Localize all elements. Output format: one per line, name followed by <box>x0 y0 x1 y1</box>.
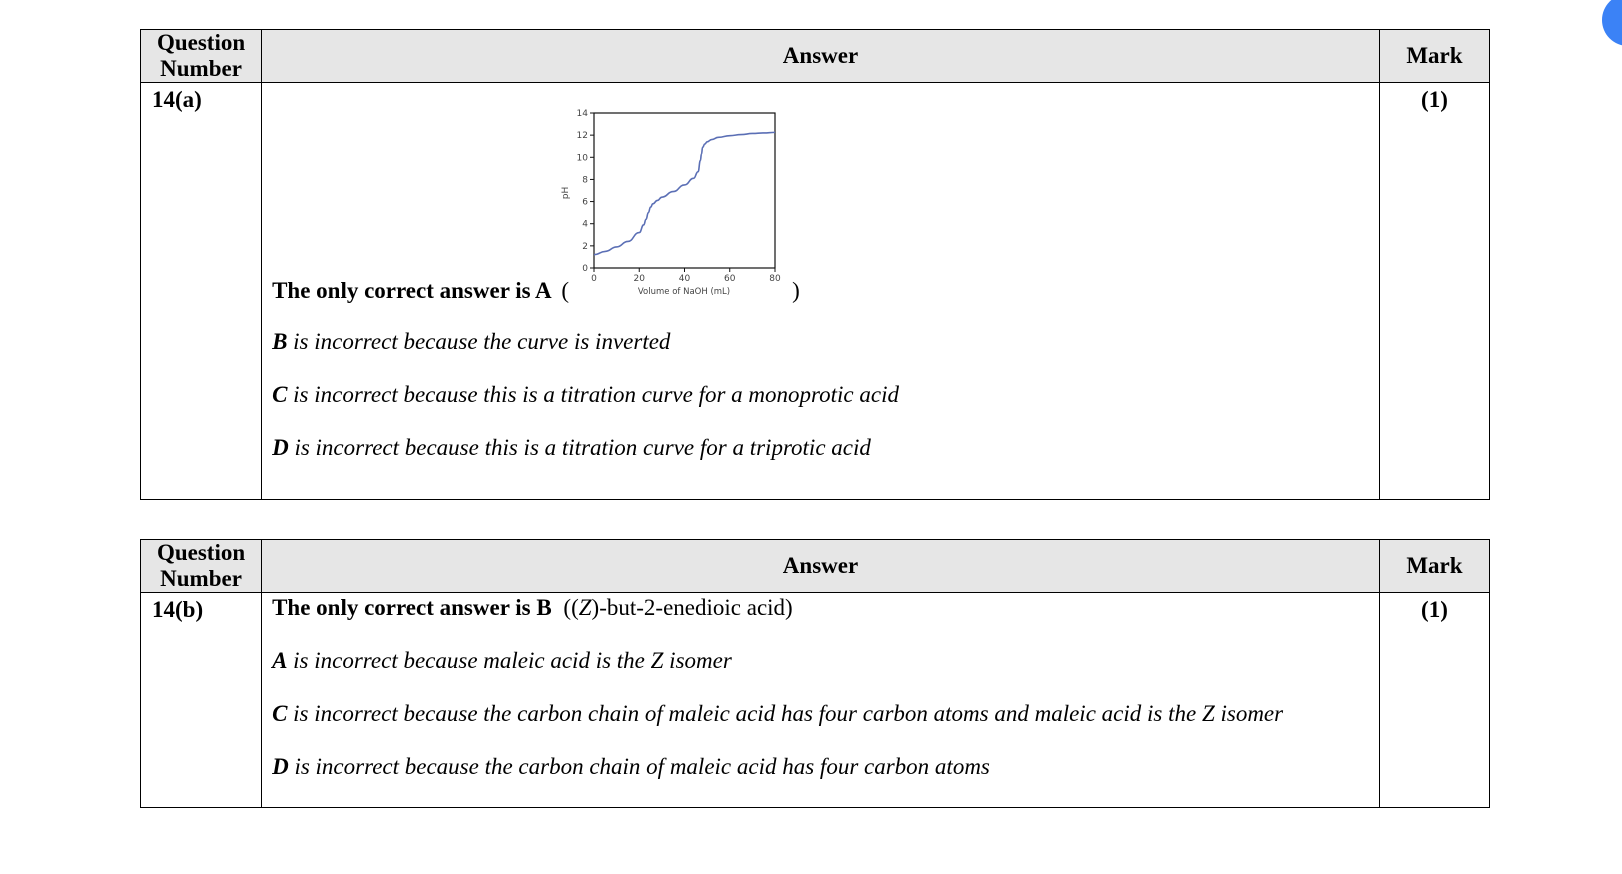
answer-cell <box>262 593 1380 808</box>
header-answer: Answer <box>262 30 1380 83</box>
y-tick-label: 10 <box>576 153 589 164</box>
header-answer: Answer <box>262 540 1380 593</box>
answer-cell <box>262 83 1380 500</box>
x-tick-label: 80 <box>769 274 781 284</box>
titration-curve-line <box>594 132 775 254</box>
y-tick-label: 0 <box>582 264 589 274</box>
open-paren: ( <box>561 278 570 303</box>
reason-a: A is incorrect because maleic acid is the Z isomer <box>272 648 732 673</box>
header-mark: Mark <box>1379 540 1489 593</box>
reason-b: B is incorrect because the curve is inverted <box>272 329 671 354</box>
y-tick-label: 8 <box>582 175 589 186</box>
header-mark: Mark <box>1379 30 1489 83</box>
y-tick-label: 6 <box>582 197 589 208</box>
y-tick-label: 12 <box>576 131 589 142</box>
header-question-number: Question Number <box>141 540 262 593</box>
header-question-number: Question Number <box>141 30 262 83</box>
question-number: 14(a) <box>141 83 262 500</box>
x-tick-label: 0 <box>591 274 597 284</box>
question-number: 14(b) <box>141 593 262 808</box>
x-tick-label: 40 <box>678 274 691 284</box>
mark-scheme-table-14b <box>140 539 1490 808</box>
correct-answer-text: The only correct answer is A <box>272 278 552 303</box>
correct-answer-text: The only correct answer is B <box>272 595 552 620</box>
y-tick-label: 14 <box>576 109 589 119</box>
mark-value: (1) <box>1379 593 1489 808</box>
reason-c: C is incorrect because this is a titration curve for a monoprotic acid <box>272 382 899 407</box>
mark-scheme-table-14a <box>140 29 1490 500</box>
close-paren: ) <box>792 278 800 303</box>
reason-d: D is incorrect because the carbon chain of maleic acid has four carbon atoms <box>272 754 990 779</box>
x-tick-label: 20 <box>633 274 646 284</box>
reason-d: D is incorrect because this is a titration curve for a triprotic acid <box>272 435 871 460</box>
y-tick-label: 2 <box>582 241 589 252</box>
mark-value: (1) <box>1379 83 1489 500</box>
y-tick-label: 4 <box>582 219 589 230</box>
x-tick-label: 60 <box>724 274 736 284</box>
titration-curve-chart <box>552 105 792 305</box>
correct-answer-detail: ((Z)-but-2-enedioic acid) <box>563 595 793 620</box>
chart-ylabel: pH <box>561 186 572 200</box>
reason-c: C is incorrect because the carbon chain of maleic acid has four carbon atoms and maleic acid is the Z isomer <box>272 701 1284 726</box>
floating-action-icon[interactable] <box>1602 0 1622 46</box>
chart-xlabel: Volume of NaOH (mL) <box>637 287 731 297</box>
